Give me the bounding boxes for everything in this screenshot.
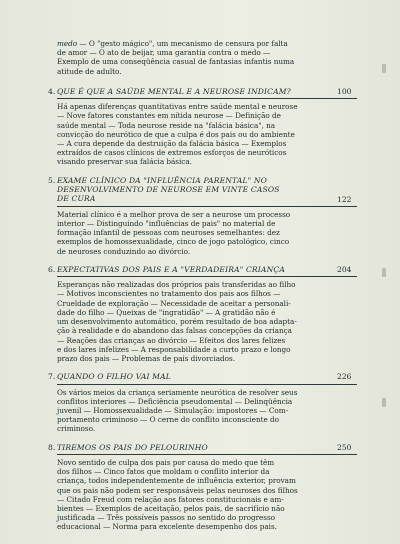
section-page-number: 250 xyxy=(337,442,352,452)
section-heading xyxy=(48,372,357,382)
section-heading xyxy=(48,264,357,274)
page-edge-mark xyxy=(382,398,386,407)
section-body: Há apenas diferenças quantitativas entre saúde mental e neurose — Nove fatores constantes em nítida neurose — Definição de saúde mental — Toda neurose reside na "falácia básica", na convicção do neurótico de que a culpa é dos pais ou do ambiente — A cura depende da destruição da falácia básica — Exemplos extraídos de casos clínicos de extremos esforços de neuróticos visando preservar sua falácia básica. xyxy=(57,102,298,167)
section-title: QUE É QUE A SAÚDE MENTAL E A NEUROSE INDICAM? xyxy=(57,86,291,96)
section-body: Material clínico é a melhor prova de ser a neurose um processo interior — Distinguindo "influências de pais" no material de formação infantil de pessoas com neuroses semelhantes: dez exemplos de homossexualidade, cinco de jogo patológico, cinco de neuroses conduzindo ao divórcio. xyxy=(57,209,291,256)
section-title: TIREMOS OS PAIS DO PELOURINHO xyxy=(57,442,208,452)
section-title: QUANDO O FILHO VAI MAL xyxy=(57,372,171,382)
section-heading xyxy=(48,442,357,452)
section-number: 5. xyxy=(48,175,56,185)
section-number: 8. xyxy=(48,442,56,452)
section-divider xyxy=(57,384,357,385)
page-edge-mark xyxy=(382,268,386,277)
section-number: 7. xyxy=(48,372,56,382)
section-number: 4. xyxy=(48,86,56,96)
section-body: Novo sentido de culpa dos pais por causa do medo que têm dos filhos — Cinco fatos que moldam o conflito interior da criança, todos independentemente de influência exterior, provam que os pais não podem ser responsáveis pelas neuroses dos filhos — Citado Freud com relação aos fatores constitucionais e am- bientes — Exemplos de aceitação, pelos pais, de sacrifício não justificada — Três possíveis passos no sentido do progresso educacional — Norma para excelente desempenho dos pais. xyxy=(57,457,298,532)
section-heading xyxy=(48,175,357,204)
section-number: 6. xyxy=(48,264,56,274)
section-body: Os vários meios da criança seriamente neurótica de resolver seus conflitos interiores — Deficiência pseudomental — Delinqüência juvenil — Homossexualidade — Simulação: impostores — Com- portamento criminoso — O cerne do conflito inconsciente do criminoso. xyxy=(57,387,298,434)
toc-section-4 xyxy=(48,86,357,167)
section-page-number: 204 xyxy=(337,264,352,274)
section-page-number: 226 xyxy=(337,372,352,382)
section-page-number: 100 xyxy=(337,86,352,96)
section-heading xyxy=(48,86,357,96)
section-divider xyxy=(57,206,357,207)
intro-paragraph xyxy=(57,39,357,76)
intro-text: — O "gesto mágico", um mecanismo de censura por falta de amor — O ato de beijar, uma garantia contra o medo — Exemplo de uma conseqüência casual de fantasias infantis numa atitude de adulto. xyxy=(57,39,295,76)
toc-section-7 xyxy=(48,372,357,434)
section-divider xyxy=(57,98,357,99)
section-title: EXAME CLÍNICO DA "INFLUÊNCIA PARENTAL" NO DESENVOLVIMENTO DE NEUROSE EM VINTE CASOS DE CURA xyxy=(57,175,280,204)
section-title: EXPECTATIVAS DOS PAIS E A "VERDADEIRA" CRIANÇA xyxy=(57,264,285,274)
toc-section-8 xyxy=(48,442,357,532)
intro-italic-lead: medo xyxy=(57,39,78,48)
section-page-number: 122 xyxy=(337,194,352,204)
toc-section-6 xyxy=(48,264,357,363)
section-divider xyxy=(57,276,357,277)
page-edge-mark xyxy=(382,64,386,73)
section-divider xyxy=(57,454,357,455)
section-body: Esperanças não realizadas dos próprios pais transferidas ao filho — Motivos inconscientes no tratamento dos pais aos filhos — Crueldade de exploração — Necessidade de aceitar a personali- dade do filho — Queixas de "ingratidão" — A gratidão não é um desenvolvimento automático, porém resultado de boa adapta- ção à realidade e do abandono das falsas concepções da criança — Reações das crianças ao divórcio — Efeitos dos lares felizes e dos lares infelizes — A responsabilidade a curto prazo e longo prazo dos pais — Problemas de pais divorciados. xyxy=(57,280,297,363)
toc-section-5 xyxy=(48,175,357,256)
table-of-contents xyxy=(48,39,357,541)
